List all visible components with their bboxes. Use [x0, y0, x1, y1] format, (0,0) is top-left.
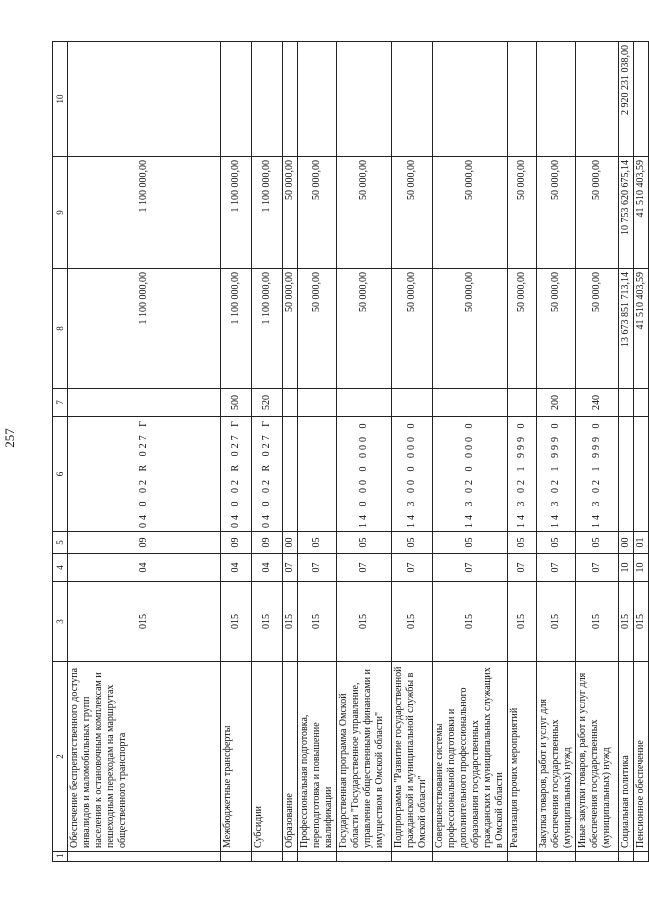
target-article-code: 14 3 00 0 000 0 — [392, 417, 433, 532]
grbs-code: 015 — [619, 582, 634, 662]
header-cell: 6 — [53, 417, 68, 532]
expense-type-code: 200 — [537, 389, 576, 417]
table-row — [537, 42, 576, 862]
grbs-code: 015 — [508, 582, 537, 662]
table-row — [508, 42, 537, 862]
subsection-code: 00 — [619, 532, 634, 554]
amount-col-10 — [537, 42, 576, 157]
section-code: 07 — [392, 554, 433, 582]
row-name: Пенсионное обеспечение — [634, 662, 649, 852]
target-article-code: 04 0 02 R 027 Г — [221, 417, 252, 532]
spacer-cell — [537, 852, 576, 862]
amount-col-10 — [634, 42, 649, 157]
row-name: Социальная политика — [619, 662, 634, 852]
subsection-code: 05 — [537, 532, 576, 554]
section-code: 10 — [619, 554, 634, 582]
page-number-text: 257 — [2, 428, 17, 448]
table-row — [392, 42, 433, 862]
row-name: Реализация прочих мероприятий — [508, 662, 537, 852]
section-code: 07 — [283, 554, 298, 582]
section-code: 07 — [537, 554, 576, 582]
amount-col-9: 50 000,00 — [392, 157, 433, 269]
spacer-cell — [433, 852, 508, 862]
section-code: 07 — [433, 554, 508, 582]
header-cell: 5 — [53, 532, 68, 554]
table-row — [634, 42, 649, 862]
amount-col-8: 50 000,00 — [433, 269, 508, 389]
target-article-code — [619, 417, 634, 532]
subsection-code: 09 — [221, 532, 252, 554]
expense-type-code — [298, 389, 337, 417]
amount-col-10 — [508, 42, 537, 157]
amount-col-10 — [576, 42, 619, 157]
amount-col-8: 1 100 000,00 — [252, 269, 283, 389]
amount-col-9: 50 000,00 — [298, 157, 337, 269]
grbs-code: 015 — [576, 582, 619, 662]
grbs-code: 015 — [298, 582, 337, 662]
expense-type-code — [392, 389, 433, 417]
amount-col-8: 13 673 851 713,14 — [619, 269, 634, 389]
row-name: Совершенствование системы профессиональной подготовки и дополнительного профессионального образования государственных гражданских и муниципальных служащих в Омской области — [433, 662, 508, 852]
row-name: Субсидии — [252, 662, 283, 852]
expense-type-code — [433, 389, 508, 417]
spacer-cell — [68, 852, 221, 862]
budget-table — [52, 41, 649, 862]
row-name: Закупка товаров, работ и услуг для обеспечения государственных (муниципальных) нужд — [537, 662, 576, 852]
target-article-code: 04 0 02 R 027 Г — [68, 417, 221, 532]
target-article-code: 14 3 02 1 999 0 — [576, 417, 619, 532]
spacer-cell — [634, 852, 649, 862]
table-row — [221, 42, 252, 862]
header-cell: 9 — [53, 157, 68, 269]
amount-col-9: 50 000,00 — [433, 157, 508, 269]
expense-type-code: 520 — [252, 389, 283, 417]
spacer-cell — [298, 852, 337, 862]
amount-col-10 — [283, 42, 298, 157]
amount-col-9: 50 000,00 — [537, 157, 576, 269]
grbs-code: 015 — [337, 582, 392, 662]
section-code: 04 — [221, 554, 252, 582]
expense-type-code — [68, 389, 221, 417]
row-name: Межбюджетные трансферты — [221, 662, 252, 852]
row-name: Иные закупки товаров, работ и услуг для обеспечения государственных (муниципальных) нужд — [576, 662, 619, 852]
table-row — [68, 42, 221, 862]
grbs-code: 015 — [68, 582, 221, 662]
subsection-code: 00 — [283, 532, 298, 554]
subsection-code: 01 — [634, 532, 649, 554]
expense-type-code — [283, 389, 298, 417]
table-row — [619, 42, 634, 862]
target-article-code — [634, 417, 649, 532]
spacer-cell — [283, 852, 298, 862]
amount-col-8: 50 000,00 — [298, 269, 337, 389]
target-article-code: 14 3 02 1 999 0 — [537, 417, 576, 532]
section-code: 07 — [298, 554, 337, 582]
header-cell: 3 — [53, 582, 68, 662]
grbs-code: 015 — [634, 582, 649, 662]
spacer-cell — [252, 852, 283, 862]
subsection-code: 05 — [337, 532, 392, 554]
subsection-code: 05 — [433, 532, 508, 554]
section-code: 07 — [576, 554, 619, 582]
table-row — [283, 42, 298, 862]
amount-col-8: 50 000,00 — [537, 269, 576, 389]
table-row — [576, 42, 619, 862]
amount-col-10: 2 920 231 038,00 — [619, 42, 634, 157]
amount-col-10 — [252, 42, 283, 157]
target-article-code: 04 0 02 R 027 Г — [252, 417, 283, 532]
subsection-code: 05 — [298, 532, 337, 554]
expense-type-code: 500 — [221, 389, 252, 417]
page-number — [0, 418, 20, 458]
section-code: 07 — [337, 554, 392, 582]
subsection-code: 09 — [68, 532, 221, 554]
target-article-code: 14 3 02 0 000 0 — [433, 417, 508, 532]
budget-table-container — [52, 42, 646, 862]
row-name: Государственная программа Омской области "Государственное управление, управление общественными финансами и имуществом в Омской области" — [337, 662, 392, 852]
subsection-code: 05 — [508, 532, 537, 554]
amount-col-10 — [298, 42, 337, 157]
amount-col-9: 1 100 000,00 — [221, 157, 252, 269]
subsection-code: 09 — [252, 532, 283, 554]
spacer-cell — [337, 852, 392, 862]
amount-col-8: 1 100 000,00 — [68, 269, 221, 389]
subsection-code: 05 — [576, 532, 619, 554]
spacer-cell — [576, 852, 619, 862]
subsection-code: 05 — [392, 532, 433, 554]
amount-col-8: 1 100 000,00 — [221, 269, 252, 389]
target-article-code — [283, 417, 298, 532]
table-row — [298, 42, 337, 862]
target-article-code: 14 3 02 1 999 0 — [508, 417, 537, 532]
amount-col-9: 10 753 620 675,14 — [619, 157, 634, 269]
target-article-code — [298, 417, 337, 532]
section-code: 04 — [68, 554, 221, 582]
section-code: 07 — [508, 554, 537, 582]
grbs-code: 015 — [221, 582, 252, 662]
amount-col-8: 50 000,00 — [283, 269, 298, 389]
amount-col-10 — [433, 42, 508, 157]
table-row — [252, 42, 283, 862]
amount-col-9: 50 000,00 — [576, 157, 619, 269]
amount-col-8: 50 000,00 — [337, 269, 392, 389]
amount-col-9: 1 100 000,00 — [252, 157, 283, 269]
amount-col-9: 50 000,00 — [283, 157, 298, 269]
amount-col-8: 41 510 403,59 — [634, 269, 649, 389]
row-name: Образование — [283, 662, 298, 852]
amount-col-8: 50 000,00 — [508, 269, 537, 389]
target-article-code: 14 0 00 0 000 0 — [337, 417, 392, 532]
expense-type-code — [508, 389, 537, 417]
table-row — [433, 42, 508, 862]
amount-col-8: 50 000,00 — [576, 269, 619, 389]
table-row — [337, 42, 392, 862]
header-cell: 4 — [53, 554, 68, 582]
grbs-code: 015 — [392, 582, 433, 662]
section-code: 04 — [252, 554, 283, 582]
grbs-code: 015 — [433, 582, 508, 662]
row-name: Профессиональная подготовка, переподготовка и повышение квалификации — [298, 662, 337, 852]
amount-col-10 — [337, 42, 392, 157]
spacer-cell — [619, 852, 634, 862]
amount-col-9: 50 000,00 — [337, 157, 392, 269]
amount-col-9: 50 000,00 — [508, 157, 537, 269]
header-row — [53, 42, 68, 862]
expense-type-code — [619, 389, 634, 417]
spacer-cell — [392, 852, 433, 862]
amount-col-10 — [68, 42, 221, 157]
section-code: 10 — [634, 554, 649, 582]
row-name: Обеспечение беспрепятственного доступа инвалидов и маломобильных групп населения к остановочным комплексам и пешеходным переходам на маршрутах общественного транспорта — [68, 662, 221, 852]
amount-col-9: 1 100 000,00 — [68, 157, 221, 269]
grbs-code: 015 — [252, 582, 283, 662]
grbs-code: 015 — [537, 582, 576, 662]
spacer-cell — [508, 852, 537, 862]
row-name: Подпрограмма "Развитие государственной гражданской и муниципальной службы в Омской области" — [392, 662, 433, 852]
amount-col-9: 41 510 403,59 — [634, 157, 649, 269]
header-cell: 1 — [53, 852, 68, 862]
amount-col-8: 50 000,00 — [392, 269, 433, 389]
header-cell: 2 — [53, 662, 68, 852]
expense-type-code — [634, 389, 649, 417]
expense-type-code — [337, 389, 392, 417]
header-cell: 8 — [53, 269, 68, 389]
expense-type-code: 240 — [576, 389, 619, 417]
header-cell: 7 — [53, 389, 68, 417]
spacer-cell — [221, 852, 252, 862]
header-cell: 10 — [53, 42, 68, 157]
grbs-code: 015 — [283, 582, 298, 662]
amount-col-10 — [221, 42, 252, 157]
amount-col-10 — [392, 42, 433, 157]
